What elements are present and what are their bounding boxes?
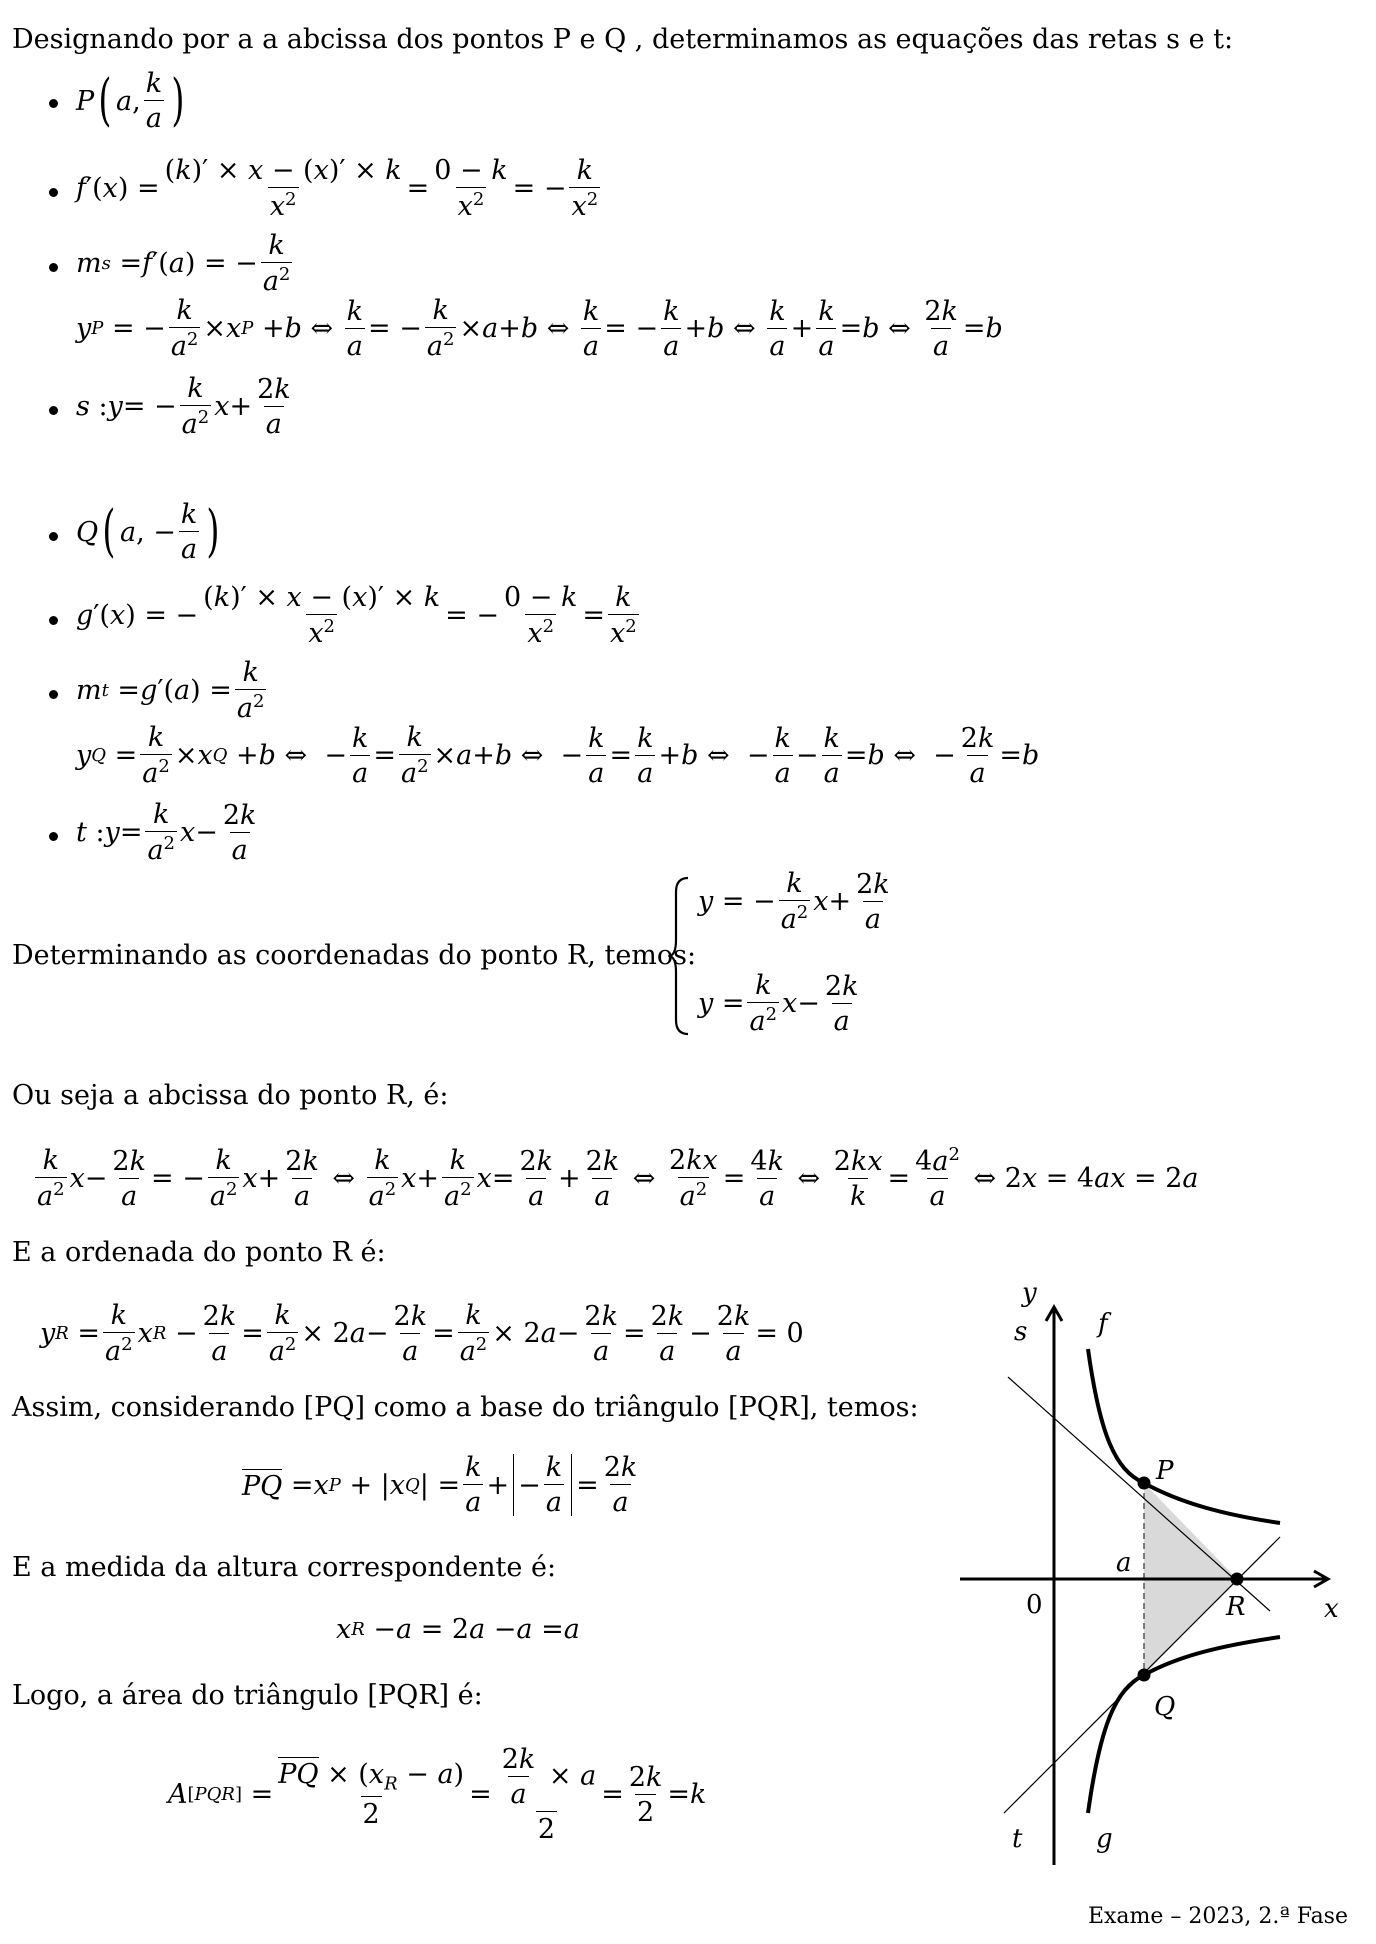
slope-s-equation: m s = f ′( a ) = − k $a^2$ (76, 230, 291, 298)
intro-sentence: Designando por a a abcissa dos pontos P e Q , determinamos as equações das retas s e t: (12, 24, 1234, 55)
ordinate-R-text: E a ordenada do ponto R é: (12, 1237, 386, 1268)
abscissa-a-label: a (1116, 1548, 1132, 1578)
point-Q (1138, 1669, 1151, 1682)
ordinate-R-derivation: y R = k $a^2$ x R − 2k a = k $a^2$ × 2 a − 2k a = k $a^2$ × 2 a − 2k a = 2k a − 2k a = 0 (40, 1300, 804, 1368)
slope-t-equation: m t = g ′( a ) = k $a^2$ (76, 657, 265, 725)
line-s-label: s (1014, 1317, 1028, 1347)
line-t-equation: t : y = k $a^2$ x − 2k a (76, 799, 257, 867)
origin-label: 0 (1026, 1590, 1043, 1620)
area-text: Logo, a área do triângulo [PQR] é: (12, 1680, 483, 1711)
base-length-equation: PQ = x P + | x Q | = k a + − k a = 2k a (242, 1452, 638, 1519)
intro-text (12, 24, 1233, 55)
bullet (49, 406, 58, 415)
bullet (49, 690, 58, 699)
x-axis-label: x (1324, 1594, 1339, 1624)
point-R (1231, 1573, 1244, 1586)
bullet (49, 616, 58, 625)
height-equation: x R − a = 2 a − a = a (336, 1614, 580, 1645)
area-equation: A [PQR] = PQ × $(x_R - a)$ 2 = $\frac{2k}{a}$ × a 2 = 2k 2 = k (168, 1744, 707, 1846)
abscissa-R-text: Ou seja a abcissa do ponto R, é: (12, 1080, 449, 1111)
curve-f (1088, 1349, 1280, 1523)
bullet (49, 99, 58, 108)
curve-f-label: f (1098, 1309, 1108, 1339)
bullet (49, 188, 58, 197)
abscissa-R-derivation: k $a^2$ x − 2k a = − k $a^2$ x + 2k a ⇔ k $a^2$ x + k $a^2$ x = 2k a + 2k a ⇔ 2kx $a^2$ = 4k a ⇔ 2kx k = $4a^2$ a ⇔ 2 x = 4 ax = 2 a (37, 1144, 1199, 1213)
point-R-label: R (1226, 1592, 1246, 1622)
source-label: Exame – 2023, 2.ª Fase (1087, 1904, 1348, 1929)
system-brace (668, 876, 690, 1036)
point-Q-equation: Q ( a , − k a ) (76, 499, 220, 566)
line-s (1008, 1377, 1270, 1611)
height-text: E a medida da altura correspondente é: (12, 1552, 557, 1583)
base-text: Assim, considerando [PQ] como a base do triângulo [PQR], temos: (12, 1392, 919, 1423)
system-equation-2: y = k $a^2$ x − 2k a (698, 970, 859, 1038)
point-P-label: P (1156, 1456, 1174, 1486)
system-equation-1: y = − k $a^2$ x + 2k a (698, 868, 890, 936)
intercept-s-derivation: y P = − k $a^2$ × x P + b ⇔ k a = − k $a^2$ × a + b ⇔ k a = − k a + b ⇔ k a + k a = b ⇔ 2k a = b (76, 295, 1003, 363)
intercept-t-derivation: y Q = k $a^2$ × x Q + b ⇔ − k a = k $a^2$ × a + b ⇔ − k a = k a + b ⇔ − k a − k a = b ⇔ − 2k a = b (76, 722, 1040, 790)
y-axis-label: y (1022, 1278, 1037, 1308)
point-P-equation: P ( a , k a ) (76, 68, 185, 135)
line-s-equation: s : y = − k $a^2$ x + 2k a (76, 373, 291, 441)
curve-g-label: g (1096, 1824, 1113, 1854)
system-label: Determinando as coordenadas do ponto R, temos: (12, 940, 697, 971)
line-t-label: t (1012, 1824, 1023, 1854)
curve-g (1088, 1637, 1280, 1813)
triangle-figure (950, 1265, 1350, 1885)
bullet (49, 532, 58, 541)
bullet (49, 832, 58, 841)
derivative-g-equation: g ′( x ) = − (k)′ × x − (x)′ × k $x^2$ = − 0 − k $x^2$ = k $x^2$ (76, 582, 637, 650)
point-P (1138, 1477, 1151, 1490)
bullet (49, 263, 58, 272)
point-Q-label: Q (1154, 1692, 1176, 1722)
derivative-f-equation: f ′( x ) = (k)′ × x − (x)′ × k $x^2$ = 0 − k $x^2$ = − k $x^2$ (76, 155, 599, 223)
